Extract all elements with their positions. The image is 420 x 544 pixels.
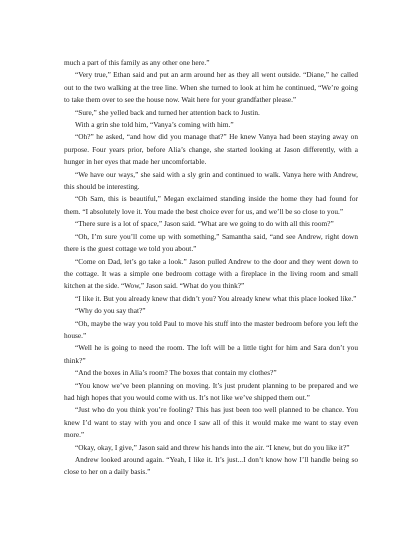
paragraph: “Why do you say that?”	[75, 306, 146, 316]
paragraph: “Oh, maybe the way you told Paul to move his stuff into the master bedroom before you left the house.”	[64, 318, 358, 340]
paragraph: much a part of this family as any other one here.”	[64, 58, 210, 67]
paragraph: With a grin she told him, “Vanya’s coming with him.”	[75, 120, 234, 130]
paragraph: “You know we’ve been planning on moving. It’s just prudent planning to be prepared and we had high hopes that you would come with us. It’s not like we’ve shipped them out.”	[64, 380, 358, 402]
paragraph: Andrew looked around again. “Yeah, I like it. It’s just...I don’t know how I’ll handle being so close to her on a daily basis.”	[64, 455, 358, 477]
paragraph: “Come on Dad, let’s go take a look.” Jason pulled Andrew to the door and they went down to the cottage. It was a simple one bedroom cottage with a fireplace in the living room and small kitchen at the side. “Wow,” Jason said. “What do you think?”	[64, 256, 358, 291]
paragraph: “Oh?” he asked, “and how did you manage that?” He knew Vanya had been staying away on purpose. Four years prior, before Alia’s change, she started looking at Jason differently, with a hunger in her eyes that made her uncomfortable.	[64, 132, 358, 167]
paragraph: “We have our ways,” she said with a sly grin and continued to walk. Vanya here with Andrew, this should be interesting.	[64, 169, 358, 192]
paragraph: “There sure is a lot of space,” Jason said. “What are we going to do with all this room?”	[75, 219, 334, 229]
paragraph: “Well he is going to need the room. The loft will be a little tight for him and Sara don’t you think?”	[64, 343, 358, 365]
body-text	[64, 57, 358, 479]
paragraph: “And the boxes in Alia’s room? The boxes that contain my clothes?”	[75, 368, 277, 378]
paragraph: “I like it. But you already knew that didn’t you? You already knew what this place looked like.”	[75, 293, 357, 303]
paragraph: “Okay, okay, I give,” Jason said and threw his hands into the air. “I knew, but do you like it?”	[75, 442, 350, 452]
paragraph: “Just who do you think you’re fooling? This has just been too well planned to be chance. You knew I’d want to stay with you and once I saw all of this it would make me want to stay even more.”	[64, 405, 358, 440]
paragraph: “Oh Sam, this is beautiful,” Megan exclaimed standing inside the home they had found for them. “I absolutely love it. You made the best choice ever for us, and we’ll be so close to you.”	[64, 194, 358, 216]
paragraph: “Very true,” Ethan said and put an arm around her as they all went outside. “Diane,” he called out to the two walking at the tree line. When she turned to look at him he continued, “We’re going to take them over to see the house now. Wait here for your grandfather please.”	[64, 70, 358, 105]
paragraph: “Sure,” she yelled back and turned her attention back to Justin.	[75, 107, 260, 117]
paragraph: “Oh, I’m sure you’ll come up with something,” Samantha said, “and see Andrew, right down there is the guest cottage we told you about.”	[64, 231, 358, 254]
